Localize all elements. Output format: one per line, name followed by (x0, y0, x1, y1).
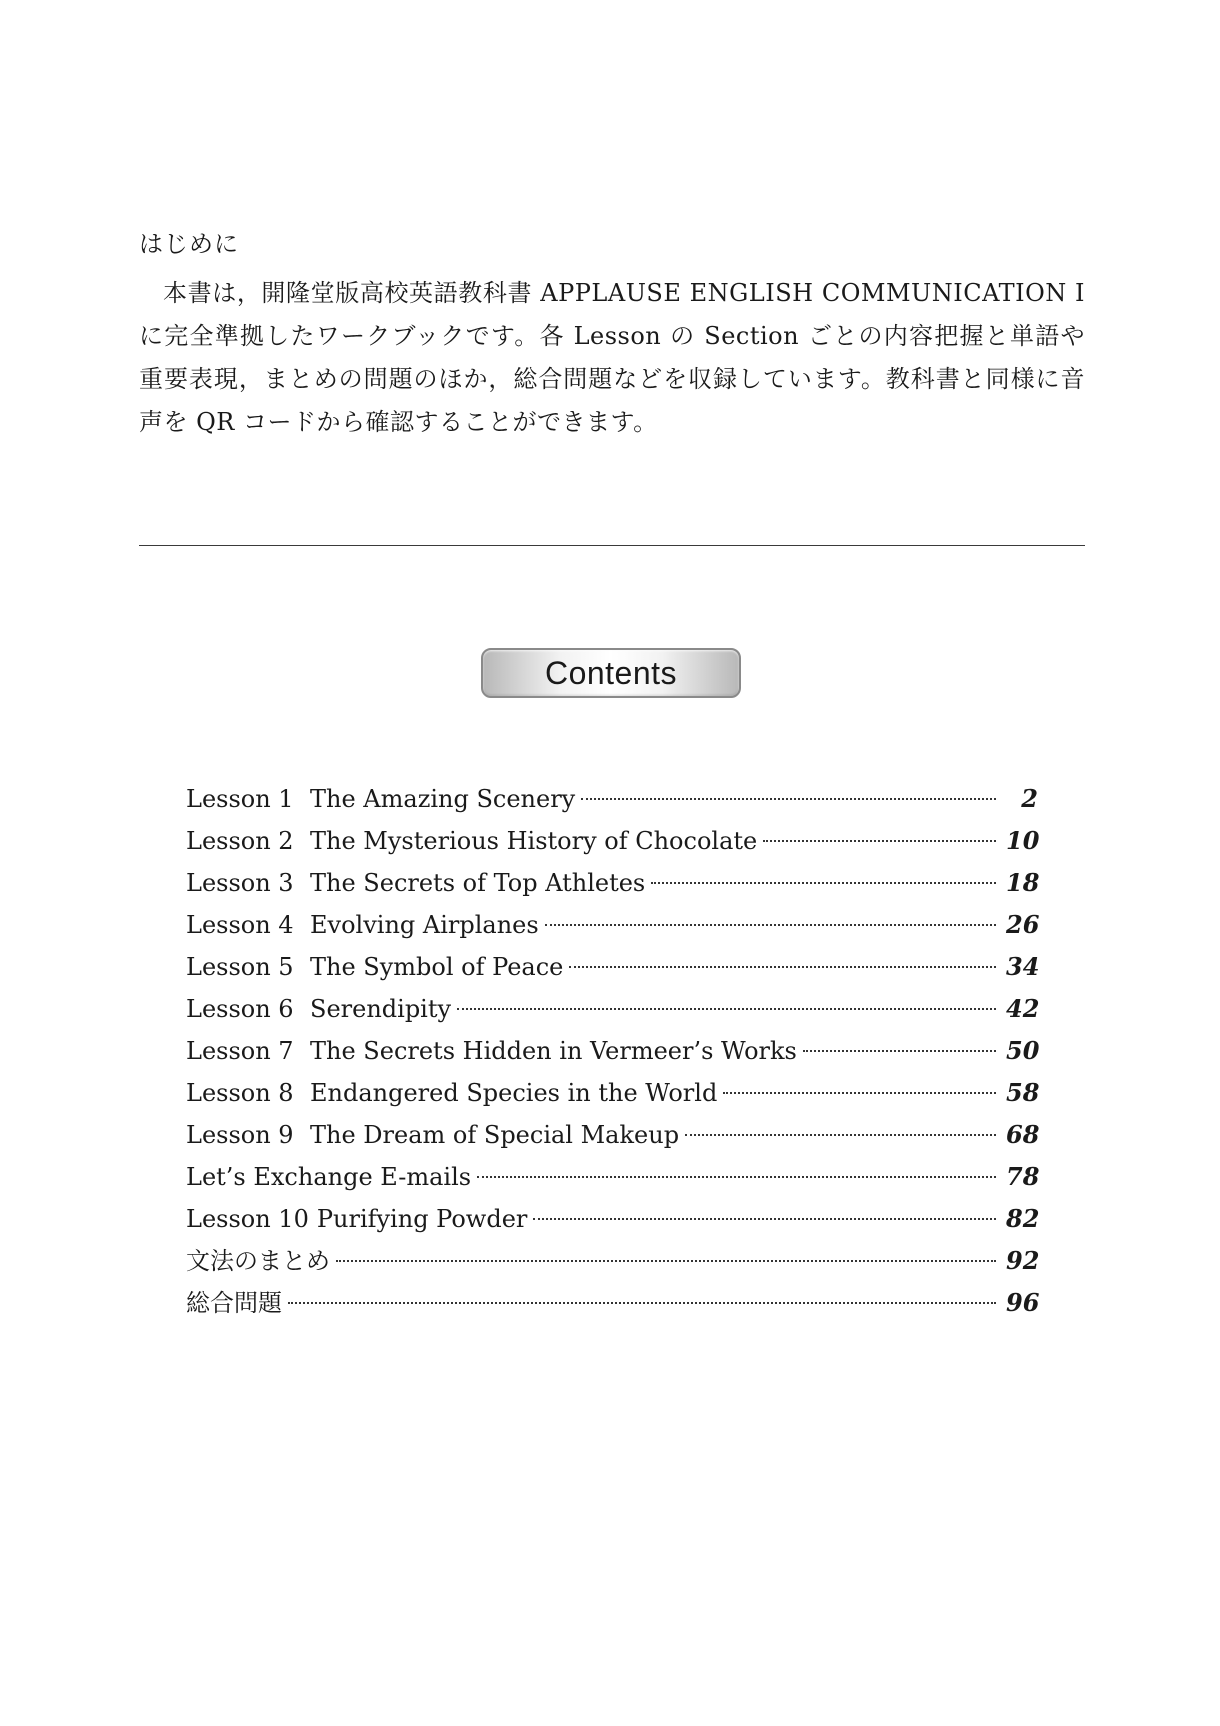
toc-page-number: 26 (1006, 910, 1040, 939)
toc-dot-leader (545, 924, 996, 926)
toc-dot-leader (723, 1092, 996, 1094)
toc-entry-title: 文法のまとめ (186, 1247, 330, 1275)
toc-page-number: 96 (1006, 1288, 1040, 1317)
toc-lesson-label: Lesson 8 (186, 1079, 294, 1107)
intro-section (139, 228, 1085, 444)
contents-title: Contents (544, 654, 678, 691)
toc-entry-title: 総合問題 (186, 1289, 282, 1317)
toc-entry (186, 1156, 1038, 1198)
toc-page-number: 18 (1006, 868, 1040, 897)
toc-lesson-label: Lesson 2 (186, 827, 294, 855)
toc-dot-leader (685, 1134, 996, 1136)
toc-entry-title: Serendipity (310, 995, 452, 1023)
toc-entry-title: The Dream of Special Makeup (310, 1121, 680, 1149)
toc-entry (186, 988, 1038, 1030)
toc-page-number: 82 (1006, 1204, 1040, 1233)
toc-page-number: 78 (1006, 1162, 1040, 1191)
toc-lesson-label: Lesson 7 (186, 1037, 294, 1065)
toc-dot-leader (581, 798, 996, 800)
toc-page-number: 58 (1006, 1078, 1040, 1107)
toc-entry (186, 1240, 1038, 1282)
toc-entry (186, 1198, 1038, 1240)
toc-dot-leader (533, 1218, 996, 1220)
toc-entry-title: The Secrets of Top Athletes (310, 869, 646, 897)
toc-entry-title: Purifying Powder (316, 1205, 528, 1233)
toc-entry-title: The Mysterious History of Chocolate (310, 827, 758, 855)
toc-dot-leader (477, 1176, 996, 1178)
toc-dot-leader (569, 966, 996, 968)
toc-dot-leader (457, 1008, 996, 1010)
toc-lesson-label: Lesson 4 (186, 911, 294, 939)
toc-entry (186, 1030, 1038, 1072)
toc-page-number: 68 (1006, 1120, 1040, 1149)
toc-entry-title: The Symbol of Peace (310, 953, 564, 981)
toc-entry (186, 778, 1038, 820)
toc-entry-title: Endangered Species in the World (310, 1079, 718, 1107)
toc-entry (186, 1072, 1038, 1114)
toc-page-number: 34 (1006, 952, 1040, 981)
toc-dot-leader (763, 840, 996, 842)
toc-page-number: 42 (1006, 994, 1040, 1023)
toc-entry-title: The Secrets Hidden in Vermeer’s Works (310, 1037, 797, 1065)
toc-lesson-label: Lesson 6 (186, 995, 294, 1023)
intro-heading: はじめに (139, 230, 239, 258)
toc-page-number: 92 (1006, 1246, 1040, 1275)
toc-lesson-label: Lesson 5 (186, 953, 294, 981)
toc-dot-leader (336, 1260, 996, 1262)
toc-lesson-label: Lesson 9 (186, 1121, 294, 1149)
toc-lesson-label: Lesson 3 (186, 869, 294, 897)
contents-badge (481, 648, 741, 698)
toc-entry (186, 904, 1038, 946)
intro-body: 本書は，開隆堂版高校英語教科書 APPLAUSE ENGLISH COMMUNICATION I に完全準拠したワークブックです。各 Lesson の Section ごとの内容把握と単語や重要表現，まとめの問題のほか，総合問題などを収録しています。教科書と同様に音声を QR コードから確認することができます。 (139, 279, 1085, 436)
toc-lesson-label: Lesson 10 (186, 1205, 309, 1233)
toc-page-number: 2 (1021, 784, 1038, 813)
toc-dot-leader (803, 1050, 996, 1052)
toc-entry (186, 1282, 1038, 1324)
toc-entry-title: The Amazing Scenery (310, 785, 576, 813)
section-divider (139, 545, 1085, 546)
toc-entry-title: Evolving Airplanes (310, 911, 539, 939)
toc-entry (186, 1114, 1038, 1156)
toc-entry-title: Let’s Exchange E-mails (186, 1163, 472, 1191)
table-of-contents (186, 778, 1038, 1324)
toc-entry (186, 862, 1038, 904)
toc-lesson-label: Lesson 1 (186, 785, 294, 813)
toc-page-number: 10 (1006, 826, 1040, 855)
toc-dot-leader (288, 1302, 996, 1304)
toc-entry (186, 820, 1038, 862)
toc-entry (186, 946, 1038, 988)
toc-dot-leader (651, 882, 996, 884)
toc-page-number: 50 (1006, 1036, 1040, 1065)
